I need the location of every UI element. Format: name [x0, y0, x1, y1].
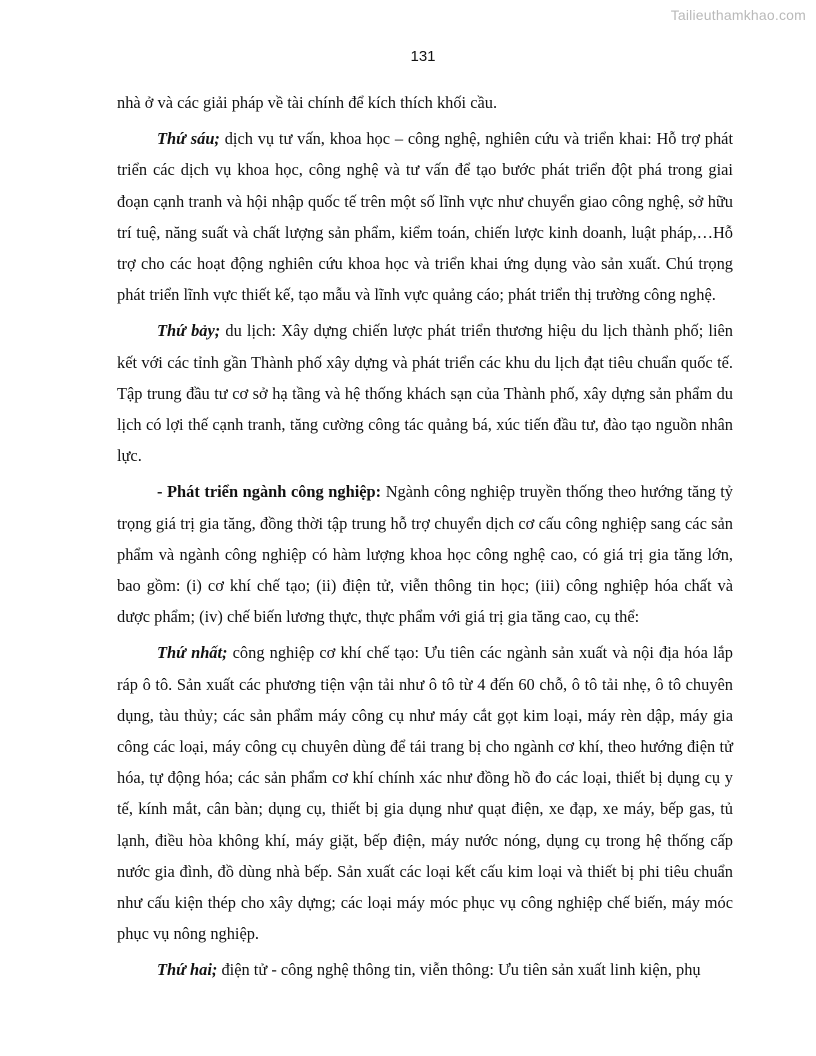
- paragraph-thu-nhat: [117, 637, 733, 949]
- paragraph-thu-sau: [117, 123, 733, 310]
- paragraph-lead: - Phát triển ngành công nghiệp:: [157, 482, 382, 502]
- watermark: Tailieuthamkhao.com: [670, 7, 806, 23]
- page-number: 131: [410, 48, 436, 65]
- paragraph-thu-hai: [117, 954, 733, 985]
- paragraph-text: điện tử - công nghệ thông tin, viễn thông: Ưu tiên sản xuất linh kiện, phụ: [217, 960, 701, 980]
- paragraph-lead: Thứ sáu;: [157, 129, 220, 149]
- paragraph-text: nhà ở và các giải pháp về tài chính để kích thích khối cầu.: [117, 93, 498, 112]
- paragraph-lead: Thứ nhất;: [157, 643, 228, 663]
- document-body: [117, 87, 733, 991]
- paragraph-continuation: [117, 87, 733, 118]
- paragraph-text: dịch vụ tư vấn, khoa học – công nghệ, nghiên cứu và triển khai: Hỗ trợ phát triển các dịch vụ khoa học, công nghệ và tư vấn để tạo bước phát triển đột phá trong giai đoạn cạnh tranh và hội nhập quốc tế trên một số lĩnh vực như chuyển giao công nghệ, sở hữu trí tuệ, năng suất và chất lượng sản phẩm, kiểm toán, chiến lược kinh doanh, luật pháp,…Hỗ trợ cho các hoạt động nghiên cứu khoa học và triển khai ứng dụng vào sản xuất. Chú trọng phát triển lĩnh vực thiết kế, tạo mẫu và lĩnh vực quảng cáo; phát triển thị trường công nghệ.: [117, 129, 734, 305]
- paragraph-industry: [117, 476, 733, 632]
- paragraph-text: công nghiệp cơ khí chế tạo: Ưu tiên các ngành sản xuất và nội địa hóa lắp ráp ô tô. Sản xuất các phương tiện vận tải như ô tô từ 4 đến 60 chỗ, ô tô tải nhẹ, ô tô chuyên dụng, tàu thủy; các sản phẩm máy công cụ như máy cắt gọt kim loại, máy rèn dập, máy gia công các loại, máy công cụ chuyên dùng để tái trang bị cho ngành cơ khí, theo hướng điện tử hóa, tự động hóa; các sản phẩm cơ khí chính xác như đồng hồ đo các loại, thiết bị dụng cụ y tế, kính mắt, cân bàn; dụng cụ, thiết bị gia dụng như quạt điện, xe đạp, xe máy, bếp gas, tủ lạnh, điều hòa không khí, máy giặt, bếp điện, máy nước nóng, dụng cụ trong hệ thống cấp nước gia đình, đồ dùng nhà bếp. Sản xuất các loại kết cấu kim loại và thiết bị phi tiêu chuẩn như cấu kiện thép cho xây dựng; các loại máy móc phục vụ công nghiệp chế biến, máy móc phục vụ nông nghiệp.: [117, 643, 734, 944]
- paragraph-text: du lịch: Xây dựng chiến lược phát triển thương hiệu du lịch thành phố; liên kết với các tỉnh gần Thành phố xây dựng và phát triển các khu du lịch đạt tiêu chuẩn quốc tế. Tập trung đầu tư cơ sở hạ tầng và hệ thống khách sạn của Thành phố, xây dựng sản phẩm du lịch có lợi thế cạnh tranh, tăng cường công tác quảng bá, xúc tiến đầu tư, đào tạo nguồn nhân lực.: [117, 321, 734, 466]
- paragraph-thu-bay: [117, 315, 733, 471]
- paragraph-text: Ngành công nghiệp truyền thống theo hướng tăng tỷ trọng giá trị gia tăng, đồng thời tập trung hỗ trợ chuyển dịch cơ cấu công nghiệp sang các sản phẩm và ngành công nghiệp có hàm lượng khoa học công nghệ cao, có giá trị gia tăng lớn, bao gồm: (i) cơ khí chế tạo; (ii) điện tử, viễn thông tin học; (iii) công nghiệp hóa chất và dược phẩm; (iv) chế biến lương thực, thực phẩm với giá trị gia tăng cao, cụ thể:: [117, 482, 733, 627]
- paragraph-lead: Thứ hai;: [157, 960, 218, 980]
- paragraph-lead: Thứ bảy;: [157, 321, 221, 341]
